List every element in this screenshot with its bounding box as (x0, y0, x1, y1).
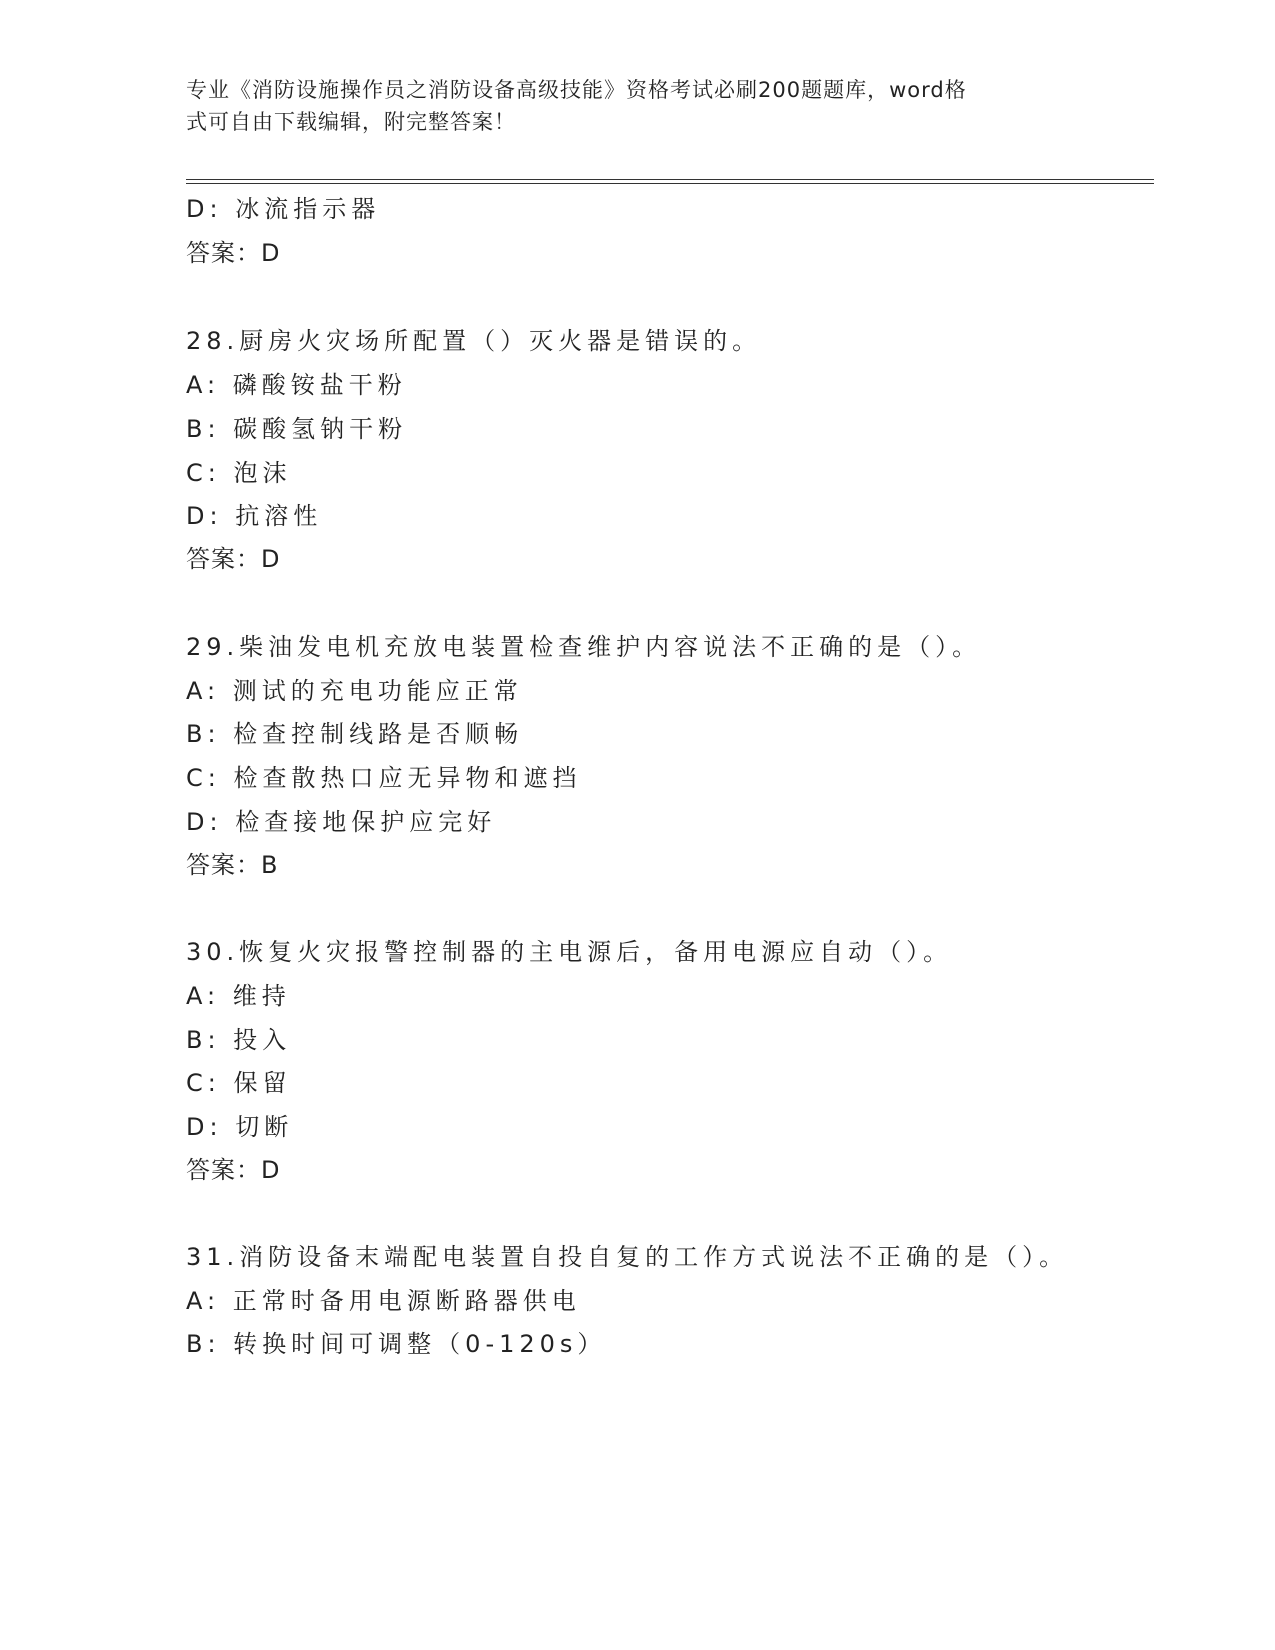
option-line: D: 检查接地保护应完好 (186, 808, 497, 836)
document-header (186, 74, 1066, 138)
question-stem: 28.厨房火灾场所配置（）灭火器是错误的。 (186, 327, 762, 355)
option-line: A: 测试的充电功能应正常 (186, 677, 523, 705)
option-line: B: 投入 (186, 1026, 292, 1054)
answer-line: 答案：B (186, 851, 279, 879)
answer-line: 答案：D (186, 545, 281, 573)
option-line: D: 切断 (186, 1113, 294, 1141)
option-line: C: 保留 (186, 1069, 292, 1097)
option-line: D: 抗溶性 (186, 502, 323, 530)
header-line-1: 专业《消防设施操作员之消防设备高级技能》资格考试必刷200题题库，word格 (186, 78, 967, 102)
option-line: C: 检查散热口应无异物和遮挡 (186, 764, 582, 792)
answer-line: 答案：D (186, 1156, 281, 1184)
option-line: B: 碳酸氢钠干粉 (186, 415, 408, 443)
option-line: A: 正常时备用电源断路器供电 (186, 1287, 581, 1315)
option-line: D: 冰流指示器 (186, 195, 381, 223)
answer-line: 答案：D (186, 239, 281, 267)
header-divider-bottom (186, 183, 1154, 184)
header-divider-top (186, 179, 1154, 180)
header-line-2: 式可自由下载编辑，附完整答案！ (186, 110, 516, 134)
option-line: B: 检查控制线路是否顺畅 (186, 720, 524, 748)
question-stem: 31.消防设备末端配电装置自投自复的工作方式说法不正确的是（）。 (186, 1243, 1069, 1271)
option-line: B: 转换时间可调整（0-120s） (186, 1330, 607, 1358)
question-stem: 30.恢复火灾报警控制器的主电源后，备用电源应自动（）。 (186, 938, 953, 966)
option-line: C: 泡沫 (186, 459, 292, 487)
question-stem: 29.柴油发电机充放电装置检查维护内容说法不正确的是（）。 (186, 633, 982, 661)
option-line: A: 维持 (186, 982, 291, 1010)
option-line: A: 磷酸铵盐干粉 (186, 371, 407, 399)
